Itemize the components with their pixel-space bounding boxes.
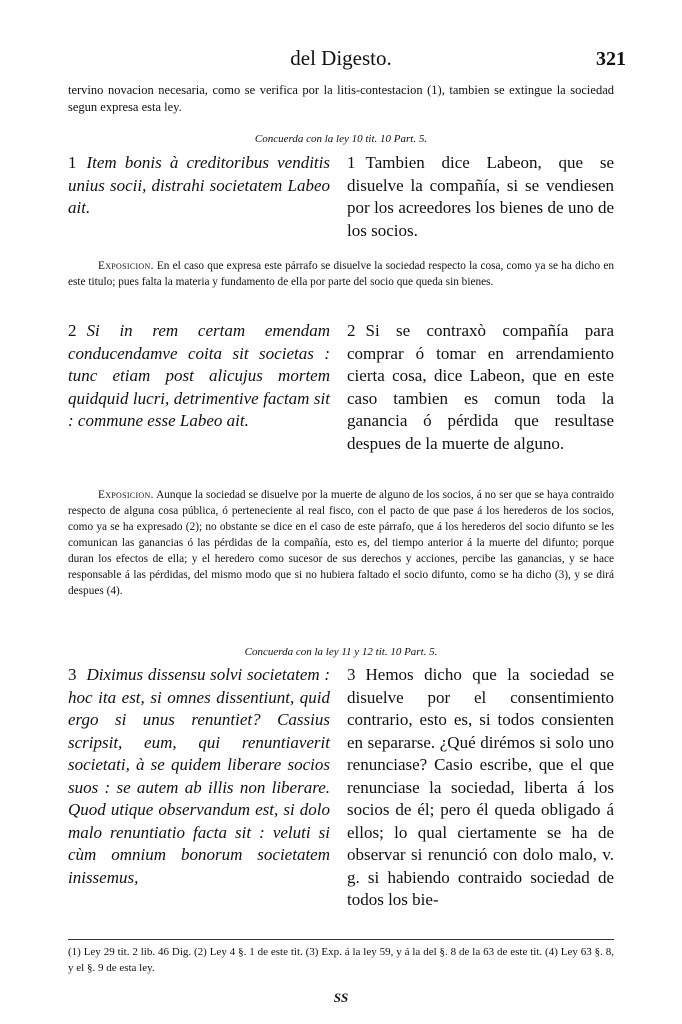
paragraph-number: 2: [347, 321, 356, 340]
paragraph-number: 3: [347, 665, 356, 684]
intro-paragraph: [68, 82, 614, 116]
latin-text-2: [68, 320, 330, 433]
paragraph-number: 1: [68, 153, 77, 172]
spanish-text-2: [347, 320, 614, 455]
signature-mark: SS: [333, 990, 349, 1005]
footnotes: [68, 944, 614, 976]
spanish-text-3: [347, 664, 614, 912]
latin-body: Si in rem certam emendam conducendamve coita sit societas : tunc etiam post alicujus mortem quidquid lucri, detrimentive factam sit : commune esse Labeo ait.: [68, 321, 330, 430]
latin-text-3: [68, 664, 330, 889]
paragraph-pair-1: [68, 152, 614, 248]
paragraph-number: 1: [347, 153, 356, 172]
footnote-text: (1) Ley 29 tit. 2 lib. 46 Dig. (2) Ley 4 §. 1 de este tit. (3) Exp. á la ley 59, y á la del §. 8 de la 63 de este tit. (4) Ley 63 §. 8, y el §. 9 de esta ley.: [68, 946, 614, 974]
spanish-text-1: [347, 152, 614, 242]
paragraph-pair-3: [68, 664, 614, 934]
spanish-body: Si se contraxò compañía para comprar ó tomar en arrendamiento cierta cosa, dice Labeon, que en este caso tambien es comun toda la ganancia ó pérdida que resultase despues de la muerte de alguno.: [347, 321, 614, 453]
concordance-note-3: Concuerda con la ley 11 y 12 tit. 10 Part. 5.: [244, 646, 438, 658]
exposition-text: Aunque la sociedad se disuelve por la muerte de alguno de los socios, á no ser que se haya contraido respecto de alguna cosa pública, ó perteneciente al real fisco, con el pacto de que pase á los herederos de los socios, como ya se ha expresado (2); no obstante se dice en el caso de este párrafo, que á los herederos del socio difunto se les comunican las ganancias ó las pérdidas de la compañía, esto es, del tiempo anterior á la muerte del difunto; porque duran los efectos de ella; y el heredero como sucesor de sus derechos y acciones, percibe las ganancias, y se hace responsable á las pérdidas, del mismo modo que si no hubiera faltado el socio difunto, como se ha dicho (3), y se dirá despues (4).: [68, 489, 615, 597]
latin-text-1: [68, 152, 330, 220]
exposition-label: Exposicion.: [98, 260, 154, 272]
concordance-note-1: Concuerda con la ley 10 tit. 10 Part. 5.: [254, 133, 428, 145]
exposition-2: [68, 487, 614, 599]
paragraph-number: 3: [68, 665, 77, 684]
exposition-label: Exposicion.: [98, 489, 154, 501]
spanish-body: Tambien dice Labeon, que se disuelve la compañía, si se vendiesen por los acreedores los bienes de uno de los socios.: [347, 153, 614, 240]
spanish-body: Hemos dicho que la sociedad se disuelve por el consentimiento contrario, esto es, si todos consienten en separarse. ¿Qué dirémos si solo uno renunciase? Casio escribe, que el que renunciase la sociedad, liberta á los socios de él; pero él queda obligado á ellos; lo qual ciertamente se ha de observar si renunció con dolo malo, v. g. si habiendo contraido sociedad de todos los bie-: [347, 665, 614, 909]
paragraph-number: 2: [68, 321, 77, 340]
page-number: 321: [596, 48, 626, 70]
footnote-rule: [68, 939, 614, 940]
page-header: [0, 46, 682, 72]
latin-body: Item bonis à creditoribus venditis unius socii, distrahi societatem Labeo ait.: [68, 153, 330, 217]
exposition-text: En el caso que expresa este párrafo se disuelve la sociedad respecto la cosa, como ya se ha dicho en este titulo; pues falta la materia y fundamento de ella por parte del socio que queda sin bienes.: [68, 260, 615, 288]
latin-body: Diximus dissensu solvi societatem : hoc ita est, si omnes dissentiunt, quid ergo si unus renuntiet? Cassius scripsit, eum, qui renuntiaverit societati, à se quidem liberare socios suos : se autem ab illis non liberare. Quod utique observandum est, si dolo malo renuntiatio facta sit : veluti si cùm omnium bonorum societatem inissemus,: [68, 665, 330, 887]
paragraph-pair-2: [68, 320, 614, 480]
exposition-1: [68, 258, 614, 290]
running-title: del Digesto.: [290, 46, 392, 70]
intro-text: tervino novacion necesaria, como se verifica por la litis-contestacion (1), tambien se extingue la sociedad segun expresa esta ley.: [68, 83, 614, 114]
